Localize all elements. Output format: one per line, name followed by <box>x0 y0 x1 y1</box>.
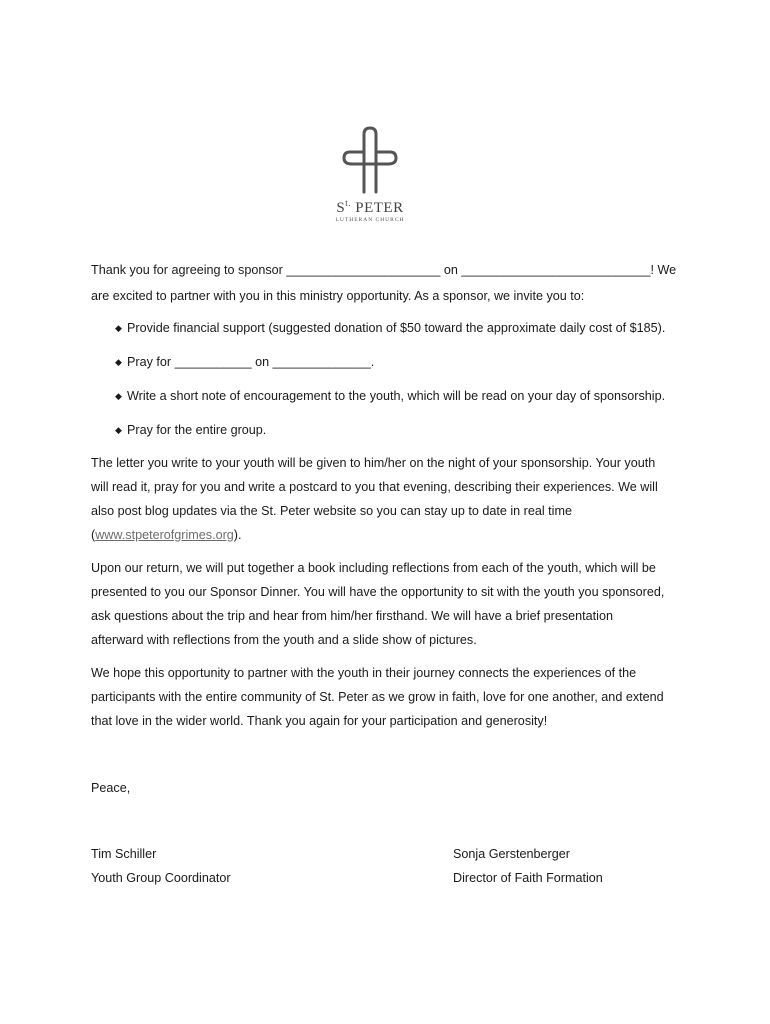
diamond-bullet-icon: ◆ <box>115 391 122 401</box>
signature-title-2: Director of Faith Formation <box>453 871 603 885</box>
diamond-bullet-icon: ◆ <box>115 323 122 333</box>
list-item: ◆ Pray for the entire group. <box>115 423 267 437</box>
intro-line-2: are excited to partner with you in this ministry opportunity. As a sponsor, we invite you to: <box>91 289 585 303</box>
para2-line-1: Upon our return, we will put together a book including reflections from each of the youth, which will be <box>91 561 656 575</box>
intro-line-1: Thank you for agreeing to sponsor ______________________ on ___________________________! We <box>91 263 677 277</box>
para1-line-4: (www.stpeterofgrimes.org). <box>91 528 242 542</box>
signature-name-2: Sonja Gerstenberger <box>453 847 570 861</box>
para1-line-1: The letter you write to your youth will be given to him/her on the night of your sponsorship. Your youth <box>91 456 656 470</box>
para3-line-2: participants with the entire community of St. Peter as we grow in faith, love for one another, and extend <box>91 690 664 704</box>
cross-icon <box>320 122 420 196</box>
list-item: ◆ Write a short note of encouragement to the youth, which will be read on your day of sponsorship. <box>115 389 666 403</box>
para1-line-2: will read it, pray for you and write a postcard to you that evening, describing their experiences. We will <box>91 480 658 494</box>
closing: Peace, <box>91 781 131 795</box>
list-item: ◆ Provide financial support (suggested donation of $50 toward the approximate daily cost of $185). <box>115 321 666 335</box>
para2-line-4: afterward with reflections from the youth and a slide show of pictures. <box>91 633 477 647</box>
para1-line-3: also post blog updates via the St. Peter website so you can stay up to date in real time <box>91 504 572 518</box>
signature-title-1: Youth Group Coordinator <box>91 871 231 885</box>
diamond-bullet-icon: ◆ <box>115 425 122 435</box>
website-link[interactable]: www.stpeterofgrimes.org <box>95 528 234 542</box>
church-subtitle: LUTHERAN CHURCH <box>335 217 405 223</box>
church-name: $S^{t.}$ PETER <box>336 198 404 216</box>
para2-line-2: presented to you our Sponsor Dinner. You will have the opportunity to sit with the youth you sponsored, <box>91 585 665 599</box>
para2-line-3: ask questions about the trip and hear from him/her firsthand. We will have a brief presentation <box>91 609 613 623</box>
signature-name-1: Tim Schiller <box>91 847 157 861</box>
para3-line-1: We hope this opportunity to partner with the youth in their journey connects the experiences of the <box>91 666 637 680</box>
para3-line-3: that love in the wider world. Thank you again for your participation and generosity! <box>91 714 548 728</box>
church-logo <box>320 122 420 232</box>
list-item: ◆ Pray for ___________ on ______________. <box>115 355 375 369</box>
diamond-bullet-icon: ◆ <box>115 357 122 367</box>
